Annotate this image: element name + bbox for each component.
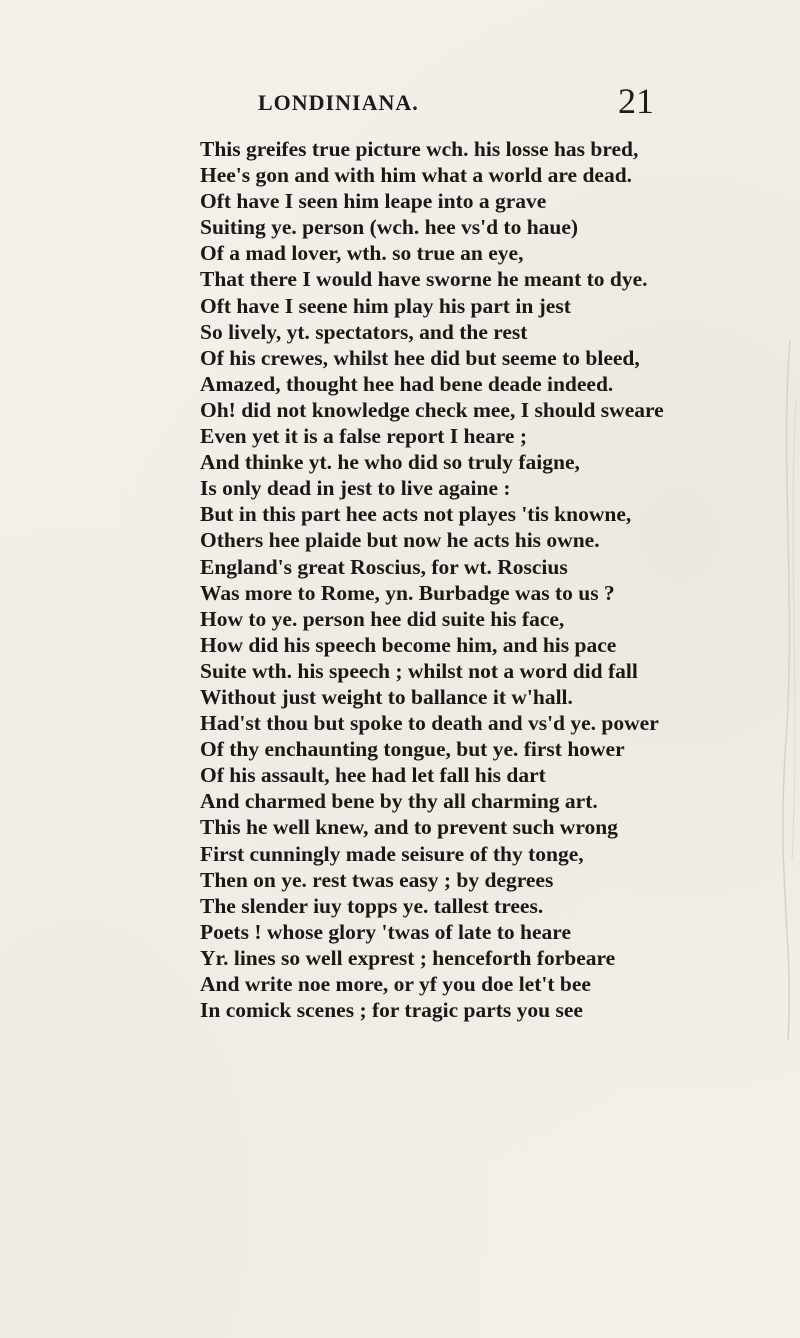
verse-line: Poets ! whose glory 'twas of late to heare xyxy=(200,919,571,944)
verse-line: Others hee plaide but now he acts his owne. xyxy=(200,528,600,553)
verse-line: And charmed bene by thy all charming art. xyxy=(200,789,598,814)
verse-line: Hee's gon and with him what a world are dead. xyxy=(200,163,633,188)
verse-line: Of thy enchaunting tongue, but ye. first hower xyxy=(200,737,625,762)
verse-line: The slender iuy topps ye. tallest trees. xyxy=(200,893,544,918)
verse-line: Suite wth. his speech ; whilst not a word did fall xyxy=(200,658,638,683)
verse-line: Oft have I seene him play his part in jest xyxy=(200,293,571,318)
verse-line: Even yet it is a false report I heare ; xyxy=(200,424,528,449)
page-header xyxy=(258,81,678,126)
verse-line: And thinke yt. he who did so truly faigne, xyxy=(200,450,580,475)
verse-line: How did his speech become him, and his pace xyxy=(200,632,617,657)
verse-line: In comick scenes ; for tragic parts you see xyxy=(200,998,583,1023)
verse-body xyxy=(200,136,780,1023)
verse-line: Without just weight to ballance it w'hall. xyxy=(200,684,573,709)
verse-line: Of a mad lover, wth. so true an eye, xyxy=(200,241,524,266)
verse-line: Was more to Rome, yn. Burbadge was to us ? xyxy=(200,580,615,605)
verse-line: How to ye. person hee did suite his face, xyxy=(200,606,565,631)
verse-line: Of his crewes, whilst hee did but seeme to bleed, xyxy=(200,345,640,370)
verse-line: This he well knew, and to prevent such wrong xyxy=(200,815,618,840)
verse-line: Oft have I seen him leape into a grave xyxy=(200,189,547,214)
verse-line: Then on ye. rest twas easy ; by degrees xyxy=(200,867,554,892)
verse-line: So lively, yt. spectators, and the rest xyxy=(200,319,528,344)
verse-line: Oh! did not knowledge check mee, I should sweare xyxy=(200,397,664,422)
verse-line: This greifes true picture wch. his losse has bred, xyxy=(200,137,639,161)
running-head: LONDINIANA. xyxy=(258,90,419,115)
verse-line: Suiting ye. person (wch. hee vs'd to haue) xyxy=(200,215,579,240)
verse-line: And write noe more, or yf you doe let't bee xyxy=(200,972,591,996)
verse-line: England's great Roscius, for wt. Roscius xyxy=(200,554,568,579)
verse-line: Of his assault, hee had let fall his dart xyxy=(200,763,546,788)
verse-line: Yr. lines so well exprest ; henceforth forbeare xyxy=(200,945,616,970)
verse-line: Amazed, thought hee had bene deade indeed. xyxy=(200,371,614,396)
page-number: 21 xyxy=(618,81,654,121)
verse-line: Is only dead in jest to live againe : xyxy=(200,476,511,501)
verse-line: First cunningly made seisure of thy tonge, xyxy=(200,841,584,866)
verse-line: That there I would have sworne he meant to dye. xyxy=(200,267,648,292)
verse-line: But in this part hee acts not playes 'tis knowne, xyxy=(200,502,632,527)
verse-line: Had'st thou but spoke to death and vs'd ye. power xyxy=(200,711,659,736)
